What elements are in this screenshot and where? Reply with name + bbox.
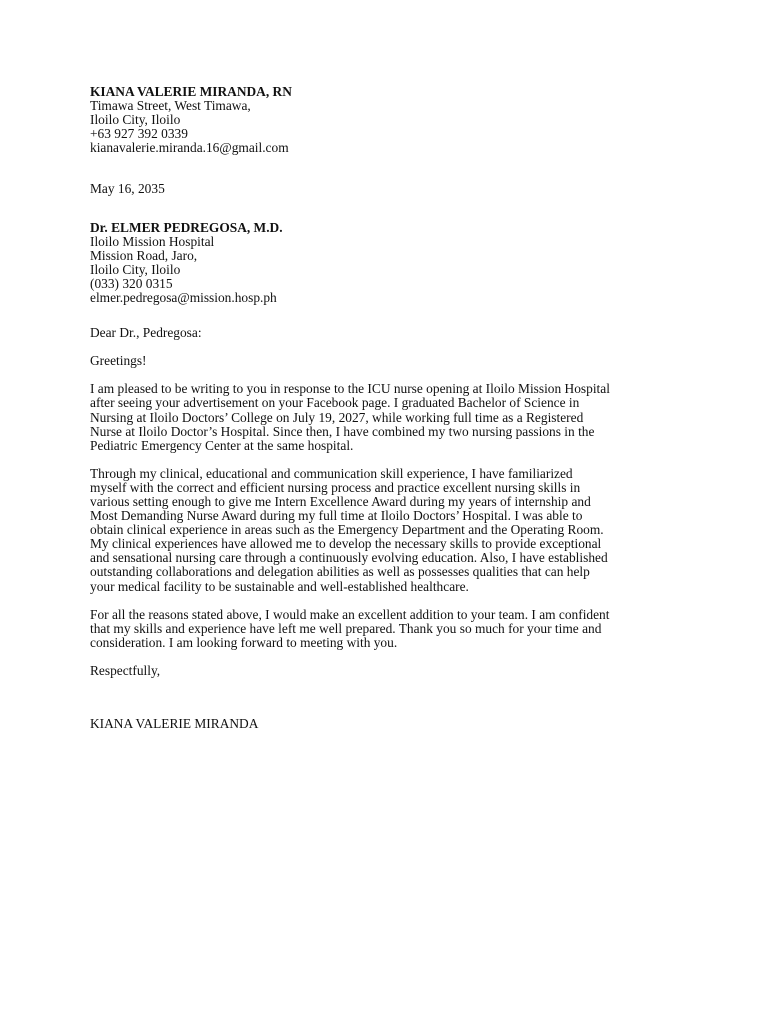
spacer xyxy=(90,368,690,382)
paragraph-line: Nursing at Iloilo Doctors’ College on July 19, 2027, while working full time as a Registered xyxy=(90,409,584,425)
sender-name: KIANA VALERIE MIRANDA, RN xyxy=(90,84,292,99)
spacer xyxy=(90,678,690,717)
signature-name: KIANA VALERIE MIRANDA xyxy=(90,716,259,731)
recipient-name: Dr. ELMER PEDREGOSA, M.D. xyxy=(90,219,283,235)
recipient-email: elmer.pedregosa@mission.hosp.ph xyxy=(90,290,277,306)
greeting: Greetings! xyxy=(90,353,147,369)
letter-date: May 16, 2035 xyxy=(90,181,165,197)
spacer xyxy=(90,305,690,326)
salutation: Dear Dr., Pedregosa: xyxy=(90,325,202,341)
paragraph-line: Pediatric Emergency Center at the same hospital. xyxy=(90,437,354,453)
recipient-address-line1: Mission Road, Jaro, xyxy=(90,247,198,263)
paragraph-line: obtain clinical experience in areas such as the Emergency Department and the Operating Room. xyxy=(90,522,604,538)
paragraph-line: outstanding collaborations and delegation abilities as well as possesses qualities that can help xyxy=(90,564,590,580)
body-paragraph-1 xyxy=(90,382,690,452)
letter-page xyxy=(90,85,690,731)
paragraph-line: that my skills and experience have left me well prepared. Thank you so much for your time and xyxy=(90,620,602,636)
spacer xyxy=(90,340,690,354)
paragraph-line: My clinical experiences have allowed me to develop the necessary skills to provide exceptional xyxy=(90,536,602,552)
paragraph-line: after seeing your advertisement on your Facebook page. I graduated Bachelor of Science in xyxy=(90,395,580,411)
paragraph-line: and sensational nursing care through a continuously evolving education. Also, I have established xyxy=(90,550,608,566)
sender-address-line1: Timawa Street, West Timawa, xyxy=(90,98,251,114)
spacer xyxy=(90,650,690,664)
closing: Respectfully, xyxy=(90,662,161,678)
recipient-block xyxy=(90,221,690,306)
recipient-address-line2: Iloilo City, Iloilo xyxy=(90,261,181,277)
paragraph-line: Most Demanding Nurse Award during my full time at Iloilo Doctors’ Hospital. I was able to xyxy=(90,508,583,524)
sender-email: kianavalerie.miranda.16@gmail.com xyxy=(90,140,289,156)
spacer xyxy=(90,594,690,608)
paragraph-line: Nurse at Iloilo Doctor’s Hospital. Since then, I have combined my two nursing passions in the xyxy=(90,423,595,439)
body-paragraph-2 xyxy=(90,467,690,594)
sender-address-line2: Iloilo City, Iloilo xyxy=(90,112,181,128)
spacer xyxy=(90,155,690,182)
body-paragraph-3 xyxy=(90,608,690,650)
paragraph-line: Through my clinical, educational and communication skill experience, I have familiarized xyxy=(90,465,573,481)
recipient-phone: (033) 320 0315 xyxy=(90,275,173,291)
paragraph-line: For all the reasons stated above, I would make an excellent addition to your team. I am confident xyxy=(90,606,610,622)
spacer xyxy=(90,453,690,467)
paragraph-line: various setting enough to give me Intern Excellence Award during my years of internship and xyxy=(90,493,591,509)
sender-block xyxy=(90,85,690,155)
paragraph-line: myself with the correct and efficient nursing process and practice excellent nursing skills in xyxy=(90,479,581,495)
paragraph-line: your medical facility to be sustainable and well-established healthcare. xyxy=(90,578,469,594)
paragraph-line: I am pleased to be writing to you in response to the ICU nurse opening at Iloilo Mission Hospital xyxy=(90,381,610,397)
sender-phone: +63 927 392 0339 xyxy=(90,126,188,142)
paragraph-line: consideration. I am looking forward to meeting with you. xyxy=(90,634,398,650)
spacer xyxy=(90,197,690,221)
recipient-organization: Iloilo Mission Hospital xyxy=(90,233,215,249)
